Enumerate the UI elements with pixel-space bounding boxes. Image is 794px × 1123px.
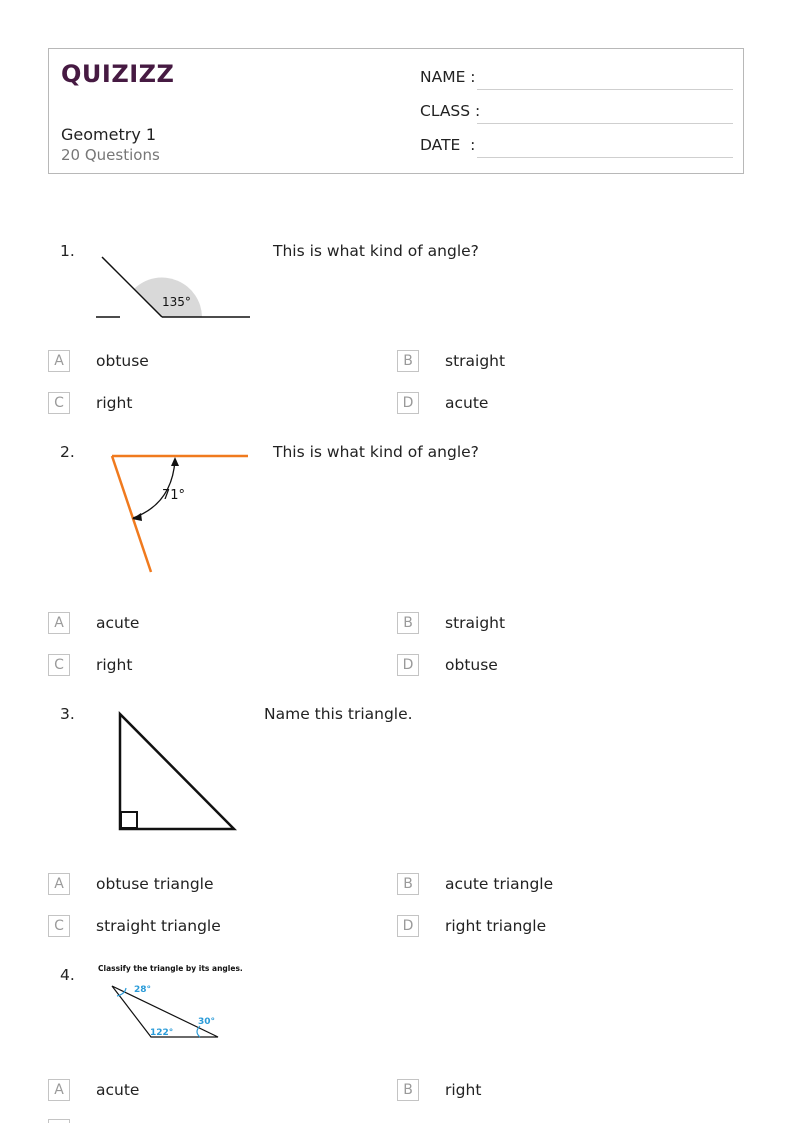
name-label: NAME : [420, 68, 476, 86]
date-label: DATE : [420, 136, 476, 154]
question-2-figure [104, 448, 256, 578]
angle-label-right: 30° [198, 1017, 216, 1027]
option-a-box[interactable]: A [48, 612, 70, 634]
figure-caption: Classify the triangle by its angles. [98, 964, 243, 973]
option-d-text: right triangle [445, 917, 547, 935]
option-d-box[interactable]: D [397, 654, 419, 676]
option-b-box[interactable]: B [397, 873, 419, 895]
option-c-box[interactable]: C [48, 915, 70, 937]
angle-label-top: 28° [134, 985, 152, 995]
question-1-number: 1. [60, 242, 75, 260]
angle-ray-bottom [112, 456, 151, 572]
option-d-text: acute [445, 394, 489, 412]
class-label: CLASS : [420, 102, 481, 120]
arrowhead-top-icon [171, 457, 179, 466]
right-angle-marker [121, 812, 137, 828]
option-d-box[interactable]: D [397, 392, 419, 414]
option-a-text: obtuse [96, 352, 149, 370]
class-field[interactable] [477, 123, 733, 124]
question-1-text: This is what kind of angle? [273, 242, 479, 260]
question-4-number: 4. [60, 966, 75, 984]
option-b-text: acute triangle [445, 875, 554, 893]
question-3-text: Name this triangle. [264, 705, 413, 723]
question-2-number: 2. [60, 443, 75, 461]
option-d-text: obtuse [445, 656, 498, 674]
option-a-text: acute [96, 1081, 140, 1099]
option-b-text: straight [445, 352, 506, 370]
question-count: 20 Questions [61, 146, 160, 164]
option-c-text: straight triangle [96, 917, 221, 935]
question-3-number: 3. [60, 705, 75, 723]
option-a-box[interactable]: A [48, 350, 70, 372]
angle-label-bottom: 122° [150, 1028, 174, 1038]
worksheet-title: Geometry 1 [61, 125, 157, 144]
option-c-box[interactable]: C [48, 392, 70, 414]
option-b-box[interactable]: B [397, 350, 419, 372]
option-a-box[interactable]: A [48, 1079, 70, 1101]
option-b-text: straight [445, 614, 506, 632]
question-1-figure [94, 252, 254, 324]
option-c-box-cut[interactable] [48, 1119, 70, 1123]
name-field[interactable] [477, 89, 733, 90]
question-4-figure [96, 960, 260, 1044]
option-b-box[interactable]: B [397, 1079, 419, 1101]
option-b-box[interactable]: B [397, 612, 419, 634]
option-a-text: obtuse triangle [96, 875, 214, 893]
question-3-figure [112, 708, 240, 836]
angle-label: 135° [162, 295, 191, 309]
worksheet-header [48, 48, 744, 174]
quizizz-logo: QUIZIZZ [61, 60, 175, 88]
option-b-text: right [445, 1081, 482, 1099]
option-c-box[interactable]: C [48, 654, 70, 676]
question-2-text: This is what kind of angle? [273, 443, 479, 461]
option-c-text: right [96, 656, 133, 674]
angle-label: 71° [162, 488, 186, 503]
date-field[interactable] [477, 157, 733, 158]
option-a-box[interactable]: A [48, 873, 70, 895]
option-c-text: right [96, 394, 133, 412]
option-a-text: acute [96, 614, 140, 632]
option-d-box[interactable]: D [397, 915, 419, 937]
